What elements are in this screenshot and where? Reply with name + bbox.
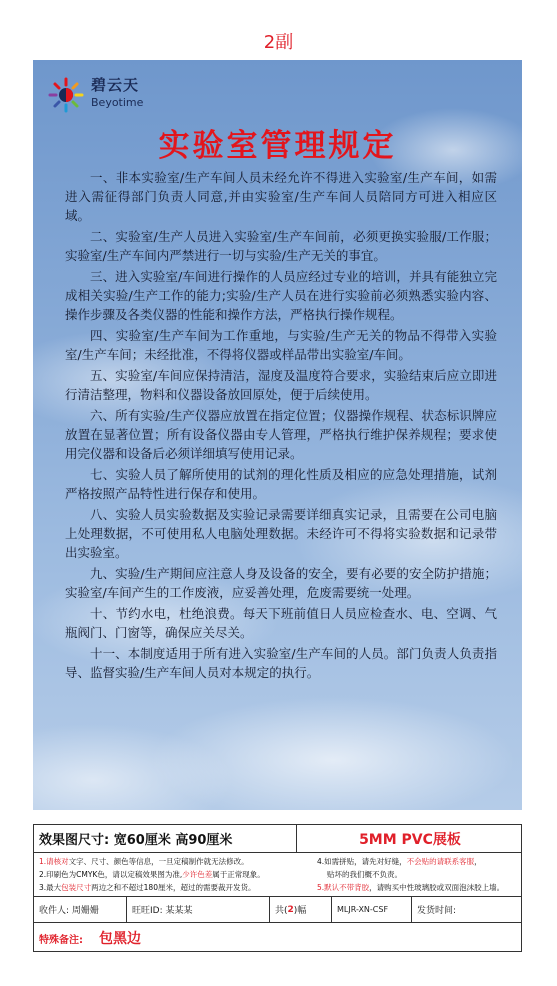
spec-row-shipping bbox=[34, 897, 521, 923]
spec-row-remark bbox=[34, 923, 521, 953]
rule-item: 十、节约水电，杜绝浪费。每天下班前值日人员应检查水、电、空调、气瓶阀门、门窗等，确保应关尽关。 bbox=[65, 606, 497, 640]
note-3-highlight: 包装尺寸 bbox=[61, 883, 92, 892]
remark-label: 特殊备注: bbox=[39, 934, 83, 946]
note-5-highlight: 5.默认不带背胶 bbox=[317, 883, 370, 892]
logo-name-cn: 碧云天 bbox=[91, 76, 140, 94]
note-3 bbox=[39, 882, 255, 893]
rule-item: 三、进入实验室/车间进行操作的人员应经过专业的培训，并具有能独立完成相关实验/生产工作的能力;实验/生产人员在进行实验前必须熟悉实验内容、操作步骤及各类仪器的性能和操作方法，严格执行操作规程。 bbox=[65, 269, 497, 322]
rule-item: 五、实验室/车间应保持清洁，湿度及温度符合要求，实验结束后应立即进行清洁整理，物料和仪器设备放回原处，便于后续使用。 bbox=[65, 368, 497, 402]
spec-table bbox=[33, 824, 522, 952]
note-5 bbox=[317, 882, 504, 893]
sun-logo-icon bbox=[47, 76, 85, 114]
panel-count-value: 2 bbox=[287, 904, 294, 915]
note-4 bbox=[317, 856, 482, 867]
rule-item: 七、实验人员了解所使用的试剂的理化性质及相应的应急处理措施，试剂严格按照产品特性进行保存和使用。 bbox=[65, 467, 497, 501]
note-1-text: 文字、尺寸、颜色等信息，一旦定稿制作就无法修改。 bbox=[68, 857, 249, 866]
poster-title: 实验室管理规定 bbox=[158, 128, 397, 164]
product-code: MLJR-XN-CSF bbox=[331, 897, 411, 922]
note-2-highlight: 少许色差 bbox=[182, 870, 213, 879]
note-3-text-b: 两边之和不超过180厘米，超过的需要裁开发货。 bbox=[91, 883, 256, 892]
logo bbox=[47, 74, 167, 118]
wangwang-id: 旺旺ID: 某某某 bbox=[126, 897, 269, 922]
rule-item: 二、实验室/生产人员进入实验室/生产车间前，必须更换实验服/工作服；实验室/生产车间内严禁进行一切与实验/生产无关的事宜。 bbox=[65, 229, 497, 263]
note-5-text: ，请购买中性玻璃胶或双面泡沫胶上墙。 bbox=[369, 883, 505, 892]
remark-value: 包黑边 bbox=[99, 931, 141, 947]
ship-time: 发货时间: bbox=[411, 897, 523, 922]
remark bbox=[34, 923, 334, 953]
panel-count-prefix: 共( bbox=[275, 906, 288, 916]
note-4-text-a: 4.如需拼贴，请先对好缝， bbox=[317, 857, 407, 866]
note-2-text-b: 属于正常现象。 bbox=[212, 870, 265, 879]
note-2 bbox=[39, 869, 265, 880]
rule-item: 一、非本实验室/生产车间人员未经允许不得进入实验室/生产车间，如需进入需征得部门负责人同意,并由实验室/生产车间人员陪同方可进入相应区域。 bbox=[65, 170, 497, 223]
spec-row-notes bbox=[34, 853, 521, 897]
rule-item: 八、实验人员实验数据及实验记录需要详细真实记录，且需要在公司电脑上处理数据，不可使用私人电脑处理数据。未经许可不得将实验数据和记录带出实验室。 bbox=[65, 507, 497, 560]
note-1-highlight: 1.请核对 bbox=[39, 857, 69, 866]
spec-row-size bbox=[34, 825, 521, 853]
size-label: 效果图尺寸: 宽60厘米 高90厘米 bbox=[39, 833, 233, 848]
panel-count-suffix: )幅 bbox=[293, 906, 307, 916]
material-label: 5MM PVC展板 bbox=[296, 825, 523, 852]
rule-item: 四、实验室/生产车间为工作重地，与实验/生产无关的物品不得带入实验室/生产车间；未经批准，不得将仪器或样品带出实验室/车间。 bbox=[65, 328, 497, 362]
poster bbox=[33, 60, 522, 810]
rule-item: 九、实验/生产期间应注意人身及设备的安全，要有必要的安全防护措施；实验室/车间产生的工作废液，应妥善处理，危废需要统一处理。 bbox=[65, 566, 497, 600]
note-4-highlight: 不会贴的请联系客服 bbox=[406, 857, 475, 866]
note-1 bbox=[39, 856, 249, 867]
note-4-text-b: ， bbox=[474, 857, 482, 866]
rule-item: 十一、本制度适用于所有进入实验室/生产车间的人员。部门负责人负责指导、监督实验/生产车间人员对本规定的执行。 bbox=[65, 646, 497, 680]
rule-item: 六、所有实验/生产仪器应放置在指定位置；仪器操作规程、状态标识牌应放置在显著位置；所有设备仪器由专人管理，严格执行维护保养规程；要求使用完仪器和设备后必须详细填写使用记录。 bbox=[65, 408, 497, 461]
note-4-cont: 贴坏的我们概不负责。 bbox=[327, 870, 402, 879]
rules-list bbox=[65, 168, 497, 684]
note-3-text-a: 3.最大 bbox=[39, 883, 62, 892]
note-2-text-a: 2.印刷色为CMYK色，请以定稿效果图为准, bbox=[39, 870, 183, 879]
logo-name-en: Beyotime bbox=[91, 96, 144, 109]
recipient: 收件人: 周姗姗 bbox=[39, 906, 99, 916]
copy-count-label: 2副 bbox=[263, 32, 294, 53]
panel-count bbox=[269, 897, 331, 922]
